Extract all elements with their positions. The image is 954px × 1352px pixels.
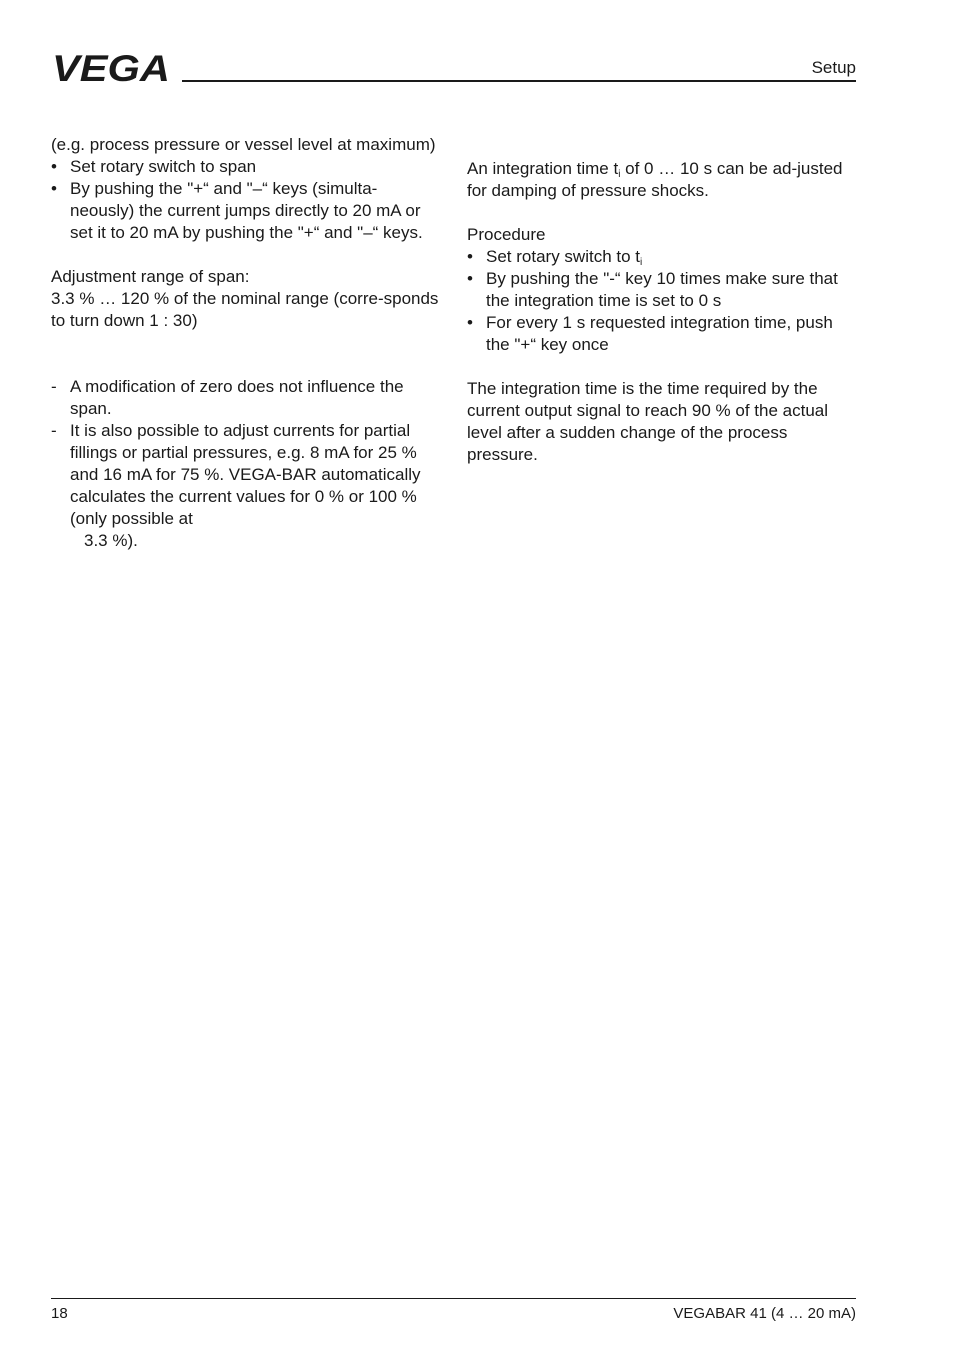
range-text: 3.3 % … 120 % of the nominal range (corre-sponds to turn down 1 : 30) (51, 289, 439, 330)
list-item (51, 376, 441, 420)
bullet-mark: • (467, 269, 473, 288)
list-item (51, 156, 441, 178)
list-item-text: Set rotary switch to span (70, 157, 257, 176)
list-item (467, 312, 857, 356)
section-label: Setup (811, 58, 856, 77)
range-label: Adjustment range of span: (51, 267, 250, 286)
dash-mark: - (51, 377, 57, 396)
notes-list (51, 376, 441, 552)
bullet-mark: • (467, 247, 473, 266)
list-item-text: By pushing the "-“ key 10 times make sure that the integration time is set to 0 s (486, 269, 838, 310)
intro-text: (e.g. process pressure or vessel level at maximum) (51, 135, 436, 154)
list-item (467, 268, 857, 312)
right-column (467, 158, 857, 466)
left-column (51, 134, 441, 552)
list-item (51, 420, 441, 552)
procedure-label: Procedure (467, 225, 546, 244)
svg-text:VEGA: VEGA (52, 52, 170, 84)
span-steps-list (51, 156, 441, 244)
list-item (51, 178, 441, 244)
page-number: 18 (51, 1305, 68, 1322)
footer-rule (51, 1298, 856, 1299)
dash-mark: - (51, 421, 57, 440)
list-item-text: By pushing the "+“ and "–“ keys (simulta-neously) the current jumps directly to 20 mA or set it to 20 mA by pushing the "+“ and "–“ keys. (70, 179, 423, 242)
bullet-mark: • (51, 179, 57, 198)
list-item: • Set rotary switch to $t_i$ (467, 247, 643, 268)
vega-logo (52, 52, 172, 84)
list-item-text: For every 1 s requested integration time, push the "+“ key once (486, 313, 833, 354)
bullet-mark: • (467, 313, 473, 332)
list-item-text: A modification of zero does not influence the span. (70, 377, 404, 418)
bullet-mark: • (51, 157, 57, 176)
integration-text: An integration time $t_i$ of 0 … 10 s can be ad-justed for damping of pressure shocks. (467, 159, 843, 200)
document-title: VEGABAR 41 (4 … 20 mA) (673, 1305, 856, 1322)
header-rule (182, 80, 856, 82)
procedure-list (467, 246, 857, 356)
explanation-text: The integration time is the time required by the current output signal to reach 90 % of the actual level after a sudden change of the process pressure. (467, 379, 829, 464)
list-item-continuation: 3.3 %). (84, 531, 138, 550)
list-item-text: It is also possible to adjust currents for partial fillings or partial pressures, e.g. 8 mA for 25 % and 16 mA for 75 %. VEGA-BAR automatically calculates the current values for 0 % or 100 % (only possible at (70, 421, 421, 528)
